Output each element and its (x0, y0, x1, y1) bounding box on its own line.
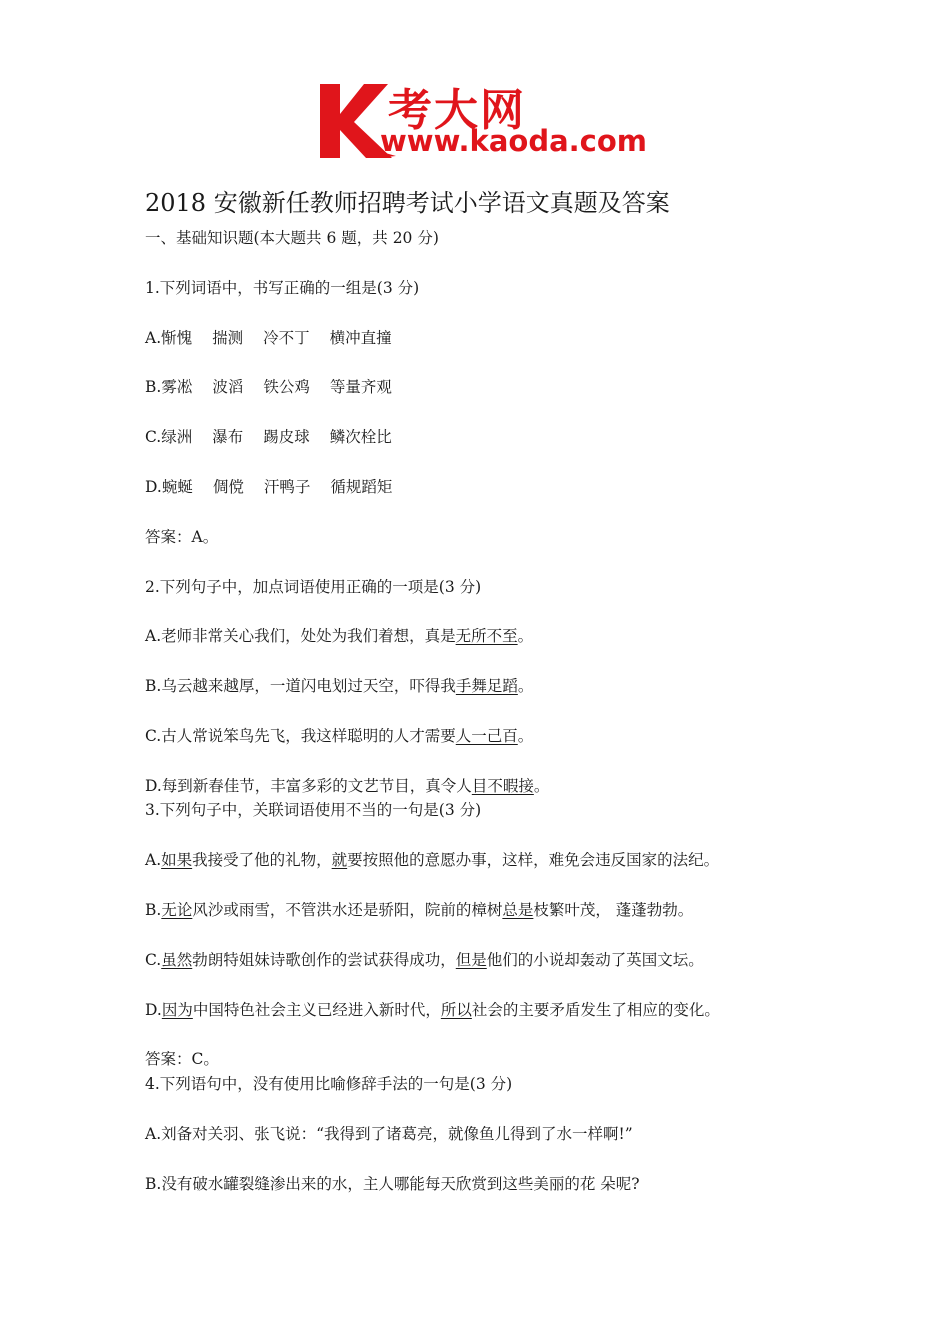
marked-conjunction: 虽然 (161, 951, 193, 969)
question-2-option-c: C.古人常说笨鸟先飞，我这样聪明的人才需要人一己百。 (145, 727, 534, 745)
question-3-option-b: B.无论风沙或雨雪，不管洪水还是骄阳，院前的樟树总是枝繁叶茂， 蓬蓬勃勃。 (145, 901, 694, 919)
question-3-answer: 答案：C。 (145, 1050, 219, 1068)
question-4-option-a: A.刘备对关羽、张飞说：“我得到了诸葛亮，就像鱼儿得到了水一样啊!” (145, 1125, 633, 1143)
question-3-stem: 3.下列句子中，关联词语使用不当的一句是(3 分) (145, 801, 482, 819)
question-3-option-d: D.因为中国特色社会主义已经进入新时代，所以社会的主要矛盾发生了相应的变化。 (145, 1001, 720, 1019)
question-4-option-b: B.没有破水罐裂缝渗出来的水，主人哪能每天欣赏到这些美丽的花 朵呢? (145, 1175, 640, 1193)
marked-conjunction: 如果 (161, 851, 193, 869)
section-heading: 一、基础知识题(本大题共 6 题，共 20 分) (145, 229, 439, 247)
marked-conjunction: 所以 (440, 1001, 472, 1019)
marked-conjunction: 就 (331, 851, 348, 869)
question-1-option-a: A.惭愧 揣测 冷不丁 横冲直撞 (145, 329, 392, 347)
marked-conjunction: 总是 (502, 901, 534, 919)
question-3-option-a: A.如果我接受了他的礼物，就要按照他的意愿办事，这样，难免会违反国家的法纪。 (145, 851, 720, 869)
question-1-option-d: D.蜿蜒 倜傥 汗鸭子 循规蹈矩 (145, 478, 393, 496)
question-2-option-b: B.乌云越来越厚，一道闪电划过天空，吓得我手舞足蹈。 (145, 677, 534, 695)
page-title: 2018 安徽新任教师招聘考试小学语文真题及答案 (145, 189, 670, 217)
marked-conjunction: 但是 (455, 951, 487, 969)
marked-conjunction: 因为 (161, 1001, 193, 1019)
question-1-answer: 答案：A。 (145, 528, 219, 546)
marked-phrase: 手舞足蹈 (455, 677, 518, 695)
question-4-stem: 4.下列语句中，没有使用比喻修辞手法的一句是(3 分) (145, 1075, 513, 1093)
logo-name: 考大网 (388, 85, 526, 136)
kaoda-logo (318, 78, 647, 160)
marked-phrase: 人一己百 (455, 727, 518, 745)
marked-phrase: 目不暇接 (471, 777, 534, 795)
question-1-option-c: C.绿洲 瀑布 踢皮球 鳞次栓比 (145, 428, 392, 446)
question-2-stem: 2.下列句子中，加点词语使用正确的一项是(3 分) (145, 578, 482, 596)
question-1-stem: 1.下列词语中，书写正确的一组是(3 分) (145, 279, 420, 297)
logo-url: www.kaoda.com (380, 124, 647, 158)
marked-conjunction: 无论 (161, 901, 193, 919)
question-3-option-c: C.虽然勃朗特姐妹诗歌创作的尝试获得成功，但是他们的小说却轰动了英国文坛。 (145, 951, 704, 969)
marked-phrase: 无所不至 (455, 627, 518, 645)
question-1-option-b: B.雾凇 波滔 铁公鸡 等量齐观 (145, 378, 392, 396)
question-2-option-d: D.每到新春佳节，丰富多彩的文艺节目，真令人目不暇接。 (145, 777, 550, 795)
question-2-option-a: A.老师非常关心我们，处处为我们着想，真是无所不至。 (145, 627, 534, 645)
